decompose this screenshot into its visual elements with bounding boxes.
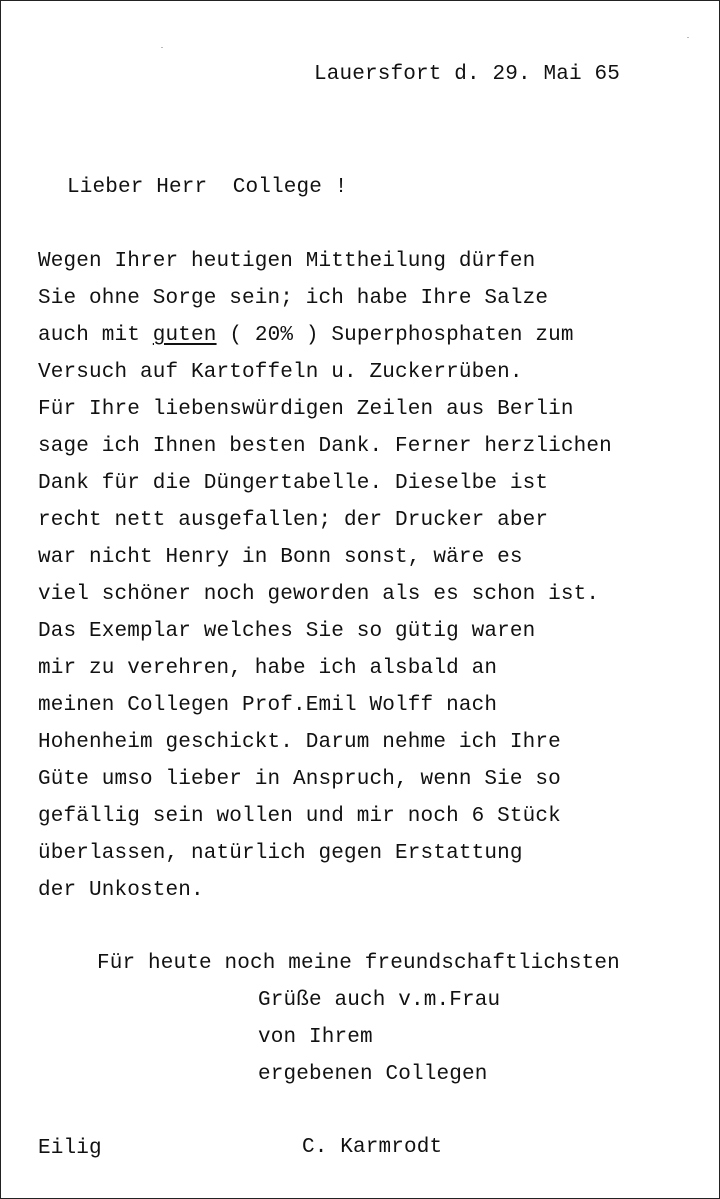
scan-speck <box>161 47 163 48</box>
body-line: der Unkosten. <box>38 879 204 902</box>
body-line: Güte umso lieber in Anspruch, wenn Sie so <box>38 768 561 791</box>
body-line: recht nett ausgefallen; der Drucker aber <box>38 509 549 532</box>
body-text: Superphosphaten zum <box>331 324 574 347</box>
body-line: Dank für die Düngertabelle. Dieselbe ist <box>38 472 549 495</box>
body-line: Versuch auf Kartoffeln u. Zuckerrüben. <box>38 361 523 384</box>
signature: C. Karmrodt <box>302 1136 443 1159</box>
body-line: mir zu verehren, habe ich alsbald an <box>38 657 498 680</box>
body-line: meinen Collegen Prof.Emil Wolff nach <box>38 694 498 717</box>
body-line: gefällig sein wollen und mir noch 6 Stück <box>38 805 561 828</box>
closing-line: von Ihrem <box>258 1026 373 1049</box>
salutation: Lieber Herr College ! <box>67 176 348 199</box>
closing-line: Für heute noch meine freundschaftlichsten <box>97 952 620 975</box>
body-line: Hohenheim geschickt. Darum nehme ich Ihre <box>38 731 561 754</box>
body-line: viel schöner noch geworden als es schon ist. <box>38 583 600 606</box>
body-line-3 <box>38 323 574 349</box>
body-line: überlassen, natürlich gegen Erstattung <box>38 842 523 865</box>
underlined-word: guten <box>152 324 217 347</box>
body-line: Das Exemplar welches Sie so gütig waren <box>38 620 536 643</box>
body-line: sage ich Ihnen besten Dank. Ferner herzlichen <box>38 435 612 458</box>
body-line: Für Ihre liebenswürdigen Zeilen aus Berlin <box>38 398 574 421</box>
closing-line: ergebenen Collegen <box>258 1063 488 1086</box>
body-text: ( 20% ) <box>229 324 319 347</box>
dateline: Lauersfort d. 29. Mai 65 <box>314 63 621 86</box>
body-line: Wegen Ihrer heutigen Mittheilung dürfen <box>38 250 536 273</box>
body-line: Sie ohne Sorge sein; ich habe Ihre Salze <box>38 287 549 310</box>
body-line: war nicht Henry in Bonn sonst, wäre es <box>38 546 523 569</box>
postscript: Eilig <box>38 1137 102 1160</box>
scan-speck <box>687 37 689 38</box>
body-text: auch mit <box>38 324 141 347</box>
closing-line: Grüße auch v.m.Frau <box>258 989 501 1012</box>
